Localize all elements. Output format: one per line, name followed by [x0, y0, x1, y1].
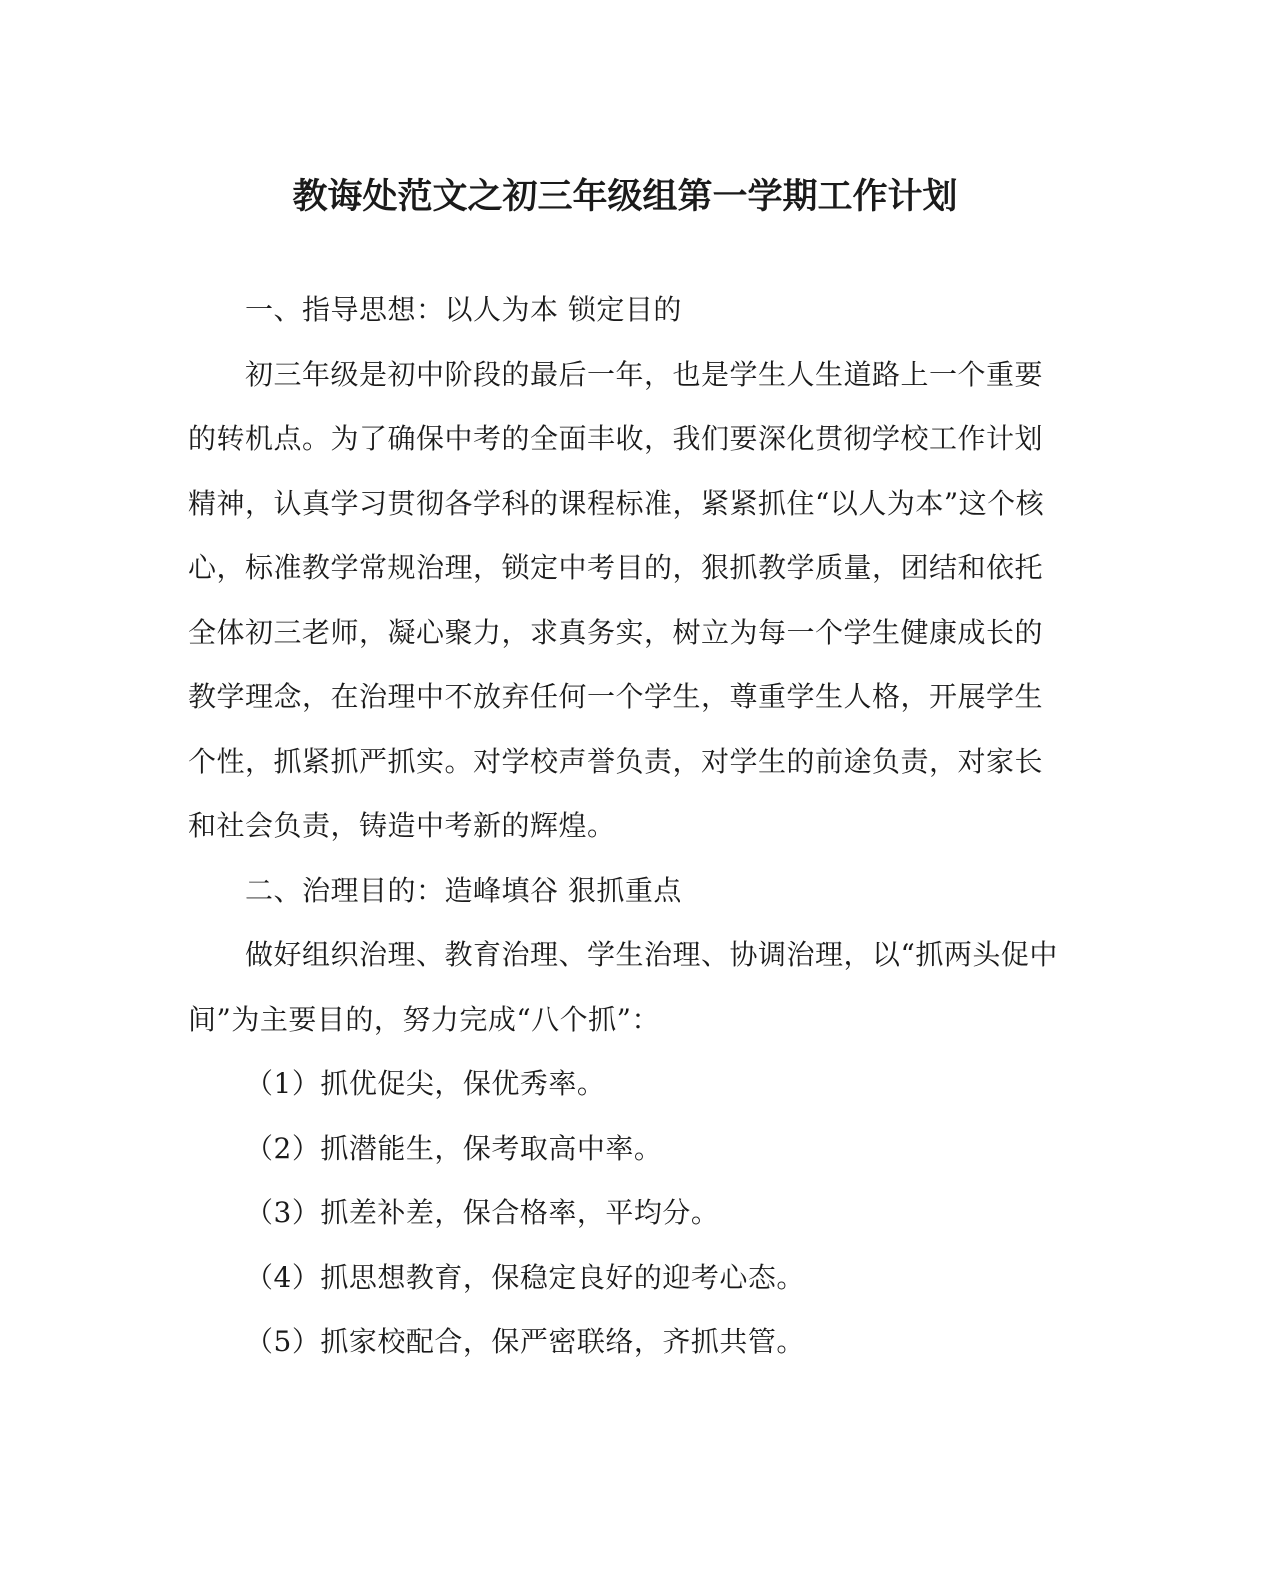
list-item-1: （1）抓优促尖，保优秀率。 [245, 1067, 606, 1100]
document-body [188, 278, 1068, 1375]
list-item-2: （2）抓潜能生，保考取高中率。 [245, 1131, 663, 1165]
paragraph-eight-grabs: 做好组织治理、教育治理、学生治理、协调治理，以“抓两头促中间”为主要目的，努力完成“八个抓”： [188, 938, 1058, 1036]
section-heading-guiding-thought: 一、指导思想：以人为本 锁定目的 [245, 293, 682, 326]
list-item-3: （3）抓差补差，保合格率，平均分。 [245, 1196, 720, 1229]
section-heading-management-goal: 二、治理目的：造峰填谷 狠抓重点 [245, 873, 682, 907]
document-title: 教诲处范文之初三年级组第一学期工作计划 [292, 176, 958, 217]
list-item-4: （4）抓思想教育，保稳定良好的迎考心态。 [245, 1260, 805, 1294]
paragraph-intro: 初三年级是初中阶段的最后一年，也是学生人生道路上一个重要的转机点。为了确保中考的全面丰收，我们要深化贯彻学校工作计划精神，认真学习贯彻各学科的课程标准，紧紧抓住“以人为本”这个核心，标准教学常规治理，锁定中考目的，狠抓教学质量，团结和依托全体初三老师，凝心聚力，求真务实，树立为每一个学生健康成长的教学理念，在治理中不放弃任何一个学生，尊重学生人格，开展学生个性，抓紧抓严抓实。对学校声誉负责，对学生的前途负责，对家长和社会负责，铸造中考新的辉煌。 [188, 357, 1045, 842]
list-item-5: （5）抓家校配合，保严密联络，齐抓共管。 [245, 1325, 805, 1358]
